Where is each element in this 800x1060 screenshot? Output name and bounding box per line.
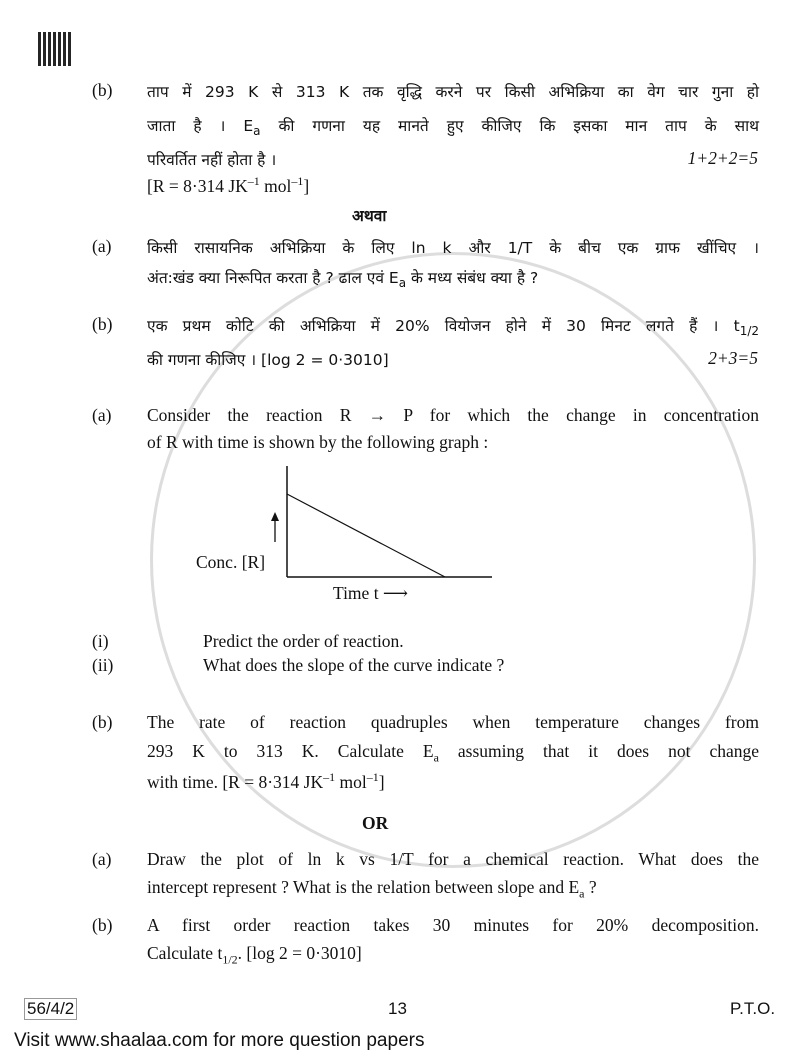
english-b-line1: The rate of reaction quadruples when temperature changes from bbox=[147, 712, 759, 732]
subscript: a bbox=[433, 750, 439, 765]
text: ] bbox=[303, 175, 310, 196]
superscript: –1 bbox=[323, 770, 336, 784]
or-heading: OR bbox=[362, 813, 389, 833]
q-label: (b) bbox=[92, 915, 113, 935]
text: with time. [R = 8·314 JK bbox=[147, 771, 324, 792]
text: जाता है । E bbox=[147, 117, 254, 135]
pto: P.T.O. bbox=[730, 999, 776, 1018]
english-b-line2 bbox=[147, 741, 759, 766]
text: Calculate t bbox=[147, 943, 223, 963]
subscript: 1/2 bbox=[739, 324, 759, 339]
q-label: (b) bbox=[92, 80, 113, 100]
concentration-line bbox=[287, 494, 445, 577]
subscript: a bbox=[253, 124, 261, 139]
text: एक प्रथम कोटि की अभिक्रिया में 20% वियोजन होने में 30 मिनट लगते हैं । t bbox=[147, 317, 740, 335]
english-a2-line1: Draw the plot of ln k vs 1/T for a chemical reaction. What does the bbox=[147, 849, 759, 869]
or-heading-hindi: अथवा bbox=[352, 207, 387, 225]
superscript: –1 bbox=[247, 174, 260, 188]
english-a-line1: Consider the reaction R → P for which the change in concentration bbox=[147, 405, 759, 425]
text: की गणना यह मानते हुए कीजिए कि इसका मान ताप के साथ bbox=[260, 117, 760, 135]
text: mol bbox=[259, 175, 292, 196]
sub-label: (i) bbox=[92, 631, 109, 651]
hindi-b2-line2: की गणना कीजिए । [log 2 = 0·3010] bbox=[147, 351, 389, 369]
page-number: 13 bbox=[388, 999, 407, 1018]
text: ] bbox=[378, 771, 385, 792]
superscript: –1 bbox=[291, 174, 304, 188]
graph-y-label: Conc. [R] bbox=[196, 552, 266, 572]
hindi-a-line1: किसी रासायनिक अभिक्रिया के लिए ln k और 1/T के बीच एक ग्राफ खींचिए । bbox=[147, 239, 759, 257]
text: के मध्य संबंध क्या है ? bbox=[406, 269, 539, 287]
arrow-head bbox=[271, 512, 279, 521]
text: ? bbox=[584, 877, 597, 897]
marks: 1+2+2=5 bbox=[687, 148, 758, 168]
marks: 2+3=5 bbox=[708, 348, 758, 368]
english-b2-line1: A first order reaction takes 30 minutes for 20% decomposition. bbox=[147, 915, 759, 935]
visit-link[interactable]: Visit www.shaalaa.com for more question papers bbox=[14, 1030, 425, 1051]
text: . [log 2 = 0·3010] bbox=[237, 943, 362, 963]
sub-label: (ii) bbox=[92, 655, 114, 675]
english-a2-line2 bbox=[147, 877, 759, 902]
english-b-line3 bbox=[147, 770, 759, 793]
superscript: –1 bbox=[366, 770, 379, 784]
hindi-b-line1: ताप में 293 K से 313 K तक वृद्धि करने पर किसी अभिक्रिया का वेग चार गुना हो bbox=[147, 83, 759, 101]
subscript: 1/2 bbox=[222, 952, 238, 967]
sub-question-ii: What does the slope of the curve indicate ? bbox=[203, 655, 505, 675]
graph-x-label: Time t ⟶ bbox=[333, 583, 409, 603]
text: mol bbox=[335, 771, 367, 792]
q-label: (a) bbox=[92, 405, 112, 425]
paper-code: 56/4/2 bbox=[24, 998, 77, 1020]
q-label: (b) bbox=[92, 314, 113, 334]
q-label: (b) bbox=[92, 712, 113, 732]
english-b2-line2 bbox=[147, 943, 759, 968]
text: [R = 8·314 JK bbox=[147, 175, 248, 196]
subscript: a bbox=[398, 276, 407, 291]
sub-question-i: Predict the order of reaction. bbox=[203, 631, 404, 651]
text: intercept represent ? What is the relation between slope and E bbox=[147, 877, 580, 897]
text: assuming that it does not change bbox=[438, 741, 759, 761]
hindi-b-line3: परिवर्तित नहीं होता है । bbox=[147, 151, 277, 169]
text: 293 K to 313 K. Calculate E bbox=[147, 741, 434, 761]
text: अंत:खंड क्या निरूपित करता है ? ढाल एवं E bbox=[147, 269, 399, 287]
subscript: a bbox=[579, 886, 585, 901]
q-label: (a) bbox=[92, 849, 112, 869]
english-a-line2: of R with time is shown by the following graph : bbox=[147, 432, 489, 452]
q-label: (a) bbox=[92, 236, 112, 256]
